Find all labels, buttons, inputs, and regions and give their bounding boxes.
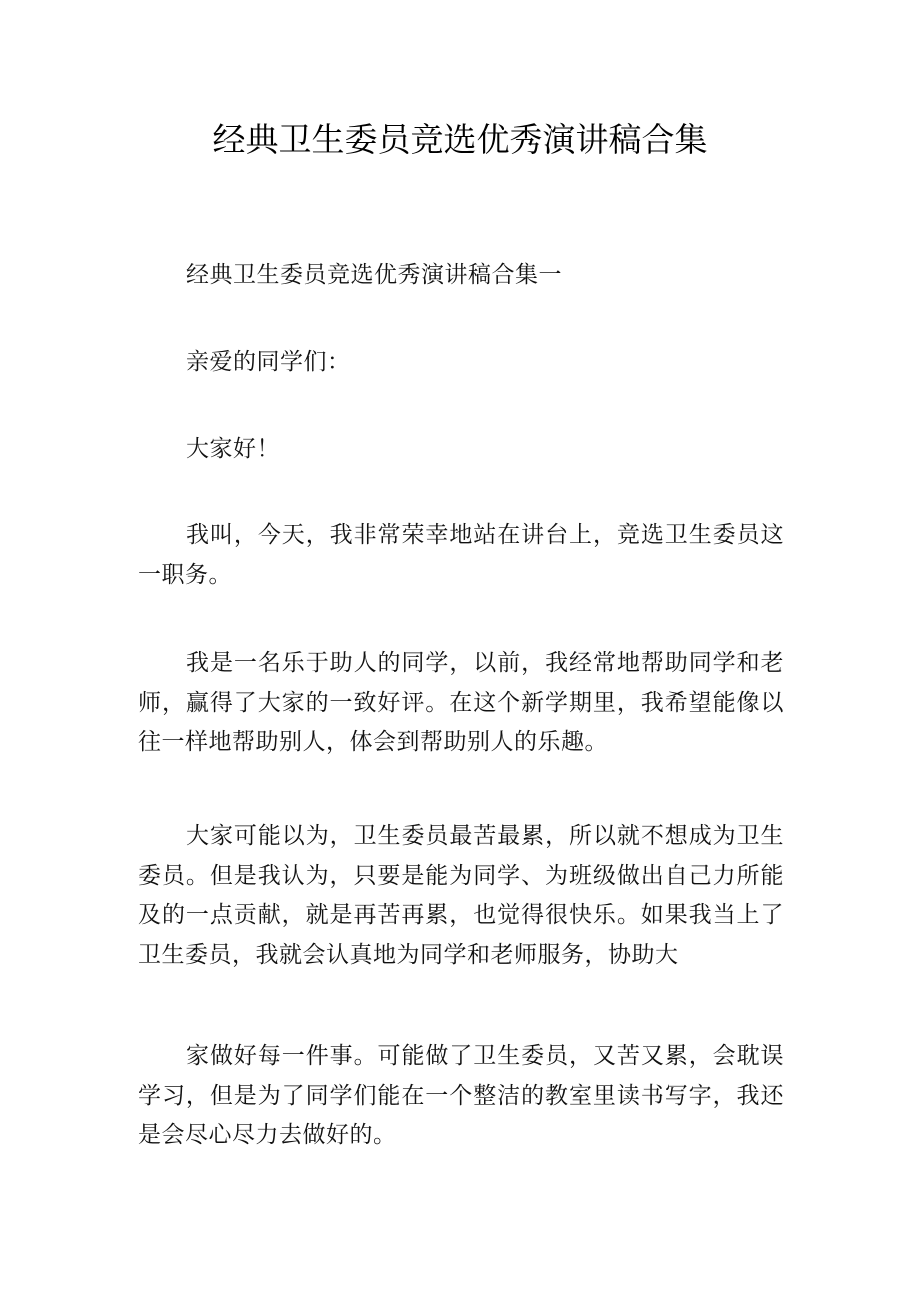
paragraph-subtitle: 经典卫生委员竞选优秀演讲稿合集一 xyxy=(186,262,562,288)
paragraph-commitment: 家做好每一件事。可能做了卫生委员，又苦又累，会耽误学习，但是为了同学们能在一个整洁的教室里读书写字，我还是会尽心尽力去做好的。 xyxy=(138,1043,784,1148)
paragraph-helpful: 我是一名乐于助人的同学，以前，我经常地帮助同学和老师，赢得了大家的一致好评。在这个新学期里，我希望能像以往一样地帮助别人，体会到帮助别人的乐趣。 xyxy=(138,650,784,755)
paragraph-intro: 我叫，今天，我非常荣幸地站在讲台上，竞选卫生委员这一职务。 xyxy=(138,522,784,588)
document-title: 经典卫生委员竞选优秀演讲稿合集 xyxy=(212,120,708,159)
paragraph-hello: 大家好！ xyxy=(186,436,280,462)
paragraph-hard-work: 大家可能以为，卫生委员最苦最累，所以就不想成为卫生委员。但是我认为，只要是能为同学、为班级做出自己力所能及的一点贡献，就是再苦再累，也觉得很快乐。如果我当上了卫生委员，我就会认真地为同学和老师服务，协助大 xyxy=(138,823,784,968)
paragraph-greeting: 亲爱的同学们： xyxy=(186,349,351,375)
